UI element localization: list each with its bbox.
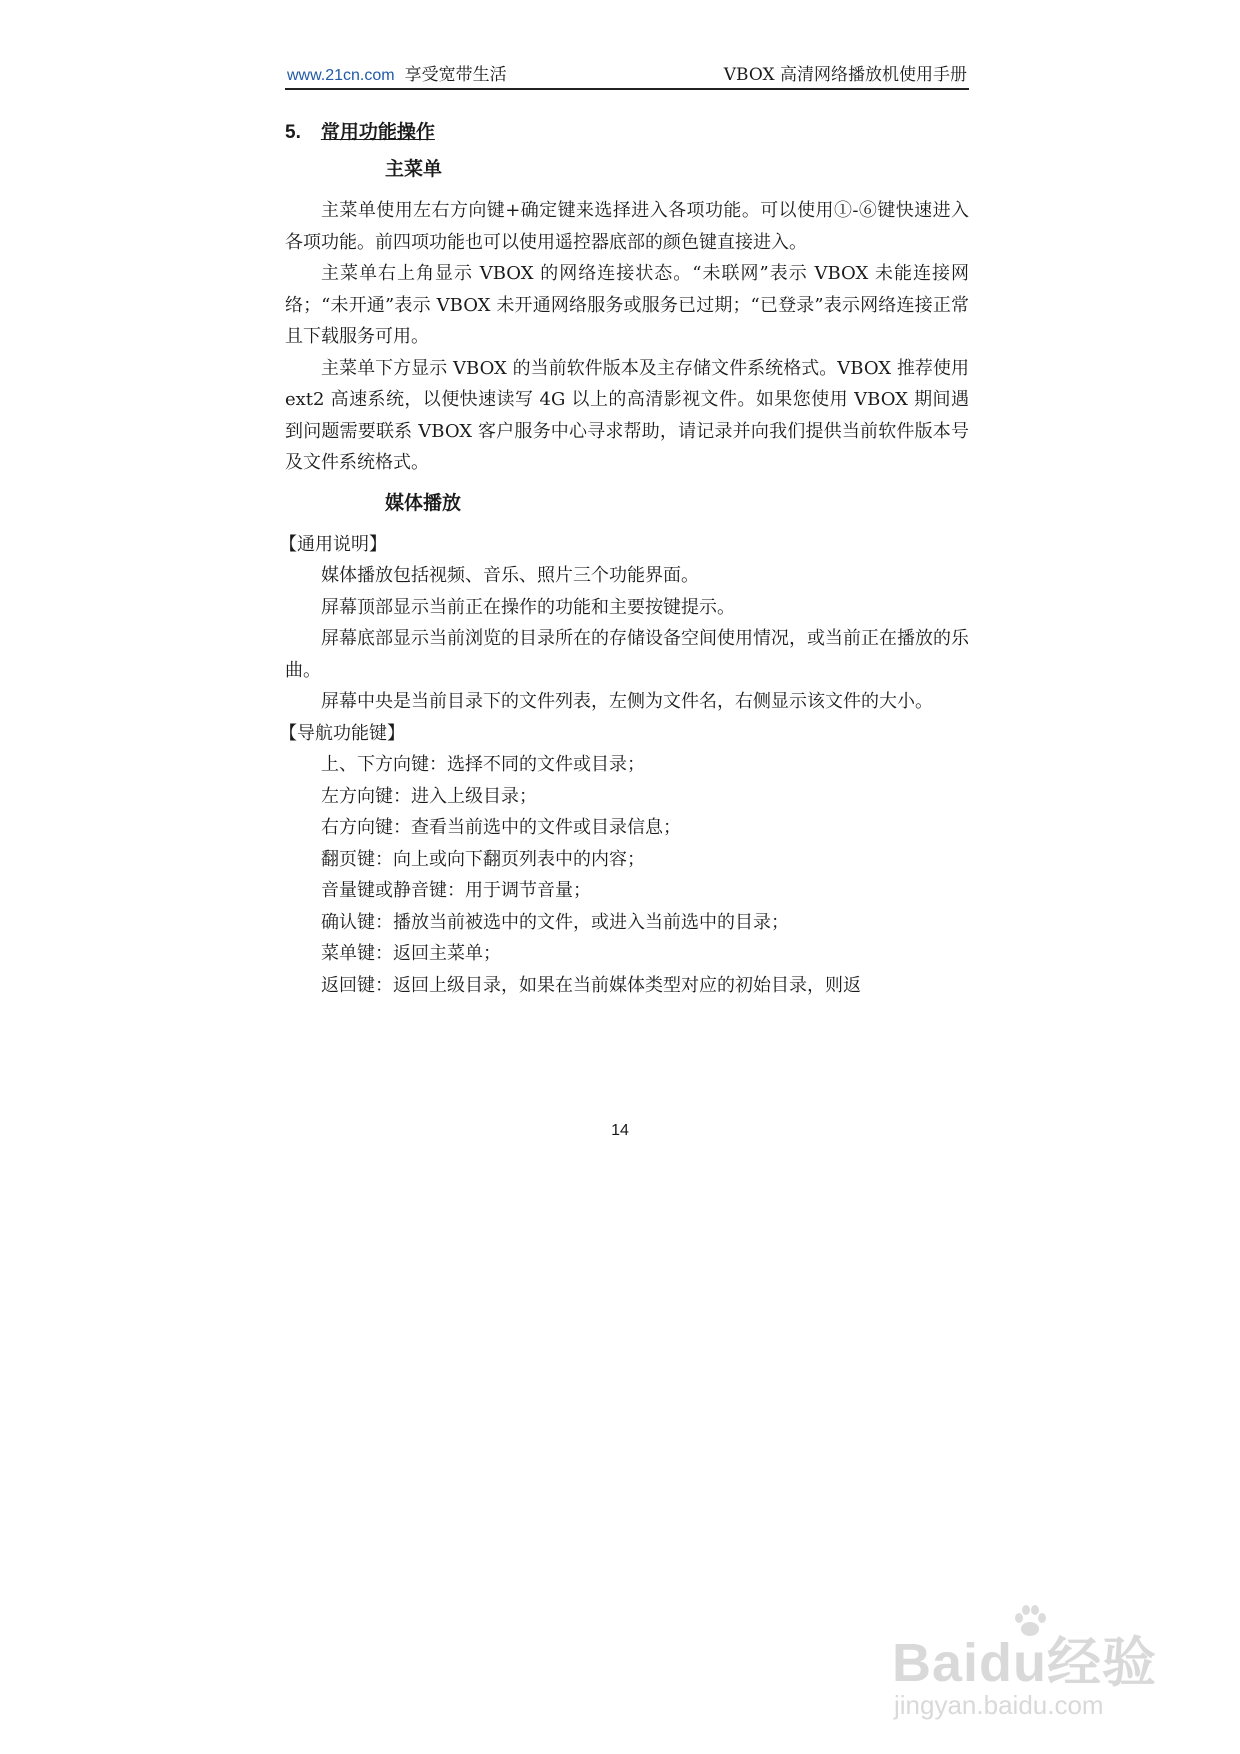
main-menu-heading: 主菜单 <box>385 158 443 180</box>
watermark-logo: Baidu经验 <box>892 1633 1158 1693</box>
nav-item: 右方向键：查看当前选中的文件或目录信息； <box>321 817 681 838</box>
site-link[interactable]: www.21cn.com <box>287 67 395 84</box>
general-label: 【通用说明】 <box>279 533 387 555</box>
nav-item: 音量键或静音键：用于调节音量； <box>321 880 591 901</box>
page-content <box>279 118 969 1001</box>
header-left <box>287 60 507 85</box>
main-menu-paragraph: 主菜单使用左右方向键+确定键来选择进入各项功能。可以使用①-⑥键快速进入各项功能。前四项功能也可以使用遥控器底部的颜色键直接进入。 <box>285 200 969 253</box>
page-header <box>285 58 969 90</box>
nav-item: 上、下方向键：选择不同的文件或目录； <box>321 754 645 775</box>
baidu-watermark <box>880 1620 1180 1730</box>
general-paragraph: 屏幕中央是当前目录下的文件列表，左侧为文件名，右侧显示该文件的大小。 <box>321 691 933 712</box>
general-paragraph: 媒体播放包括视频、音乐、照片三个功能界面。 <box>321 565 699 586</box>
general-paragraph: 屏幕底部显示当前浏览的目录所在的存储设备空间使用情况，或当前正在播放的乐曲。 <box>285 628 969 681</box>
main-menu-paragraph: 主菜单右上角显示 VBOX 的网络连接状态。“未联网”表示 VBOX 未能连接网络；“未开通”表示 VBOX 未开通网络服务或服务已过期；“已登录”表示网络连接正常且下载服务可用。 <box>285 263 969 347</box>
section-heading <box>285 118 969 147</box>
section-title: 常用功能操作 <box>320 121 435 143</box>
section-number: 5. <box>285 122 301 143</box>
header-slogan: 享受宽带生活 <box>404 65 507 85</box>
page-number: 14 <box>611 1122 629 1139</box>
media-heading: 媒体播放 <box>385 491 462 514</box>
watermark-url: jingyan.baidu.com <box>894 1690 1104 1720</box>
main-menu-paragraph: 主菜单下方显示 VBOX 的当前软件版本及主存储文件系统格式。VBOX 推荐使用 ext2 高速系统，以便快速读写 4G 以上的高清影视文件。如果您使用 VBOX 期间遇到问题需要联系 VBOX 客户服务中心寻求帮助，请记录并向我们提供当前软件版本号及文件系统格式。 <box>285 357 969 473</box>
manual-title: VBOX 高清网络播放机使用手册 <box>723 65 967 85</box>
nav-label: 【导航功能键】 <box>279 722 405 744</box>
nav-item: 菜单键：返回主菜单； <box>321 943 501 964</box>
nav-item: 确认键：播放当前被选中的文件，或进入当前选中的目录； <box>321 911 789 933</box>
general-paragraph: 屏幕顶部显示当前正在操作的功能和主要按键提示。 <box>321 596 735 618</box>
nav-item: 翻页键：向上或向下翻页列表中的内容； <box>321 848 645 870</box>
nav-item: 返回键：返回上级目录，如果在当前媒体类型对应的初始目录，则返 <box>321 974 861 996</box>
nav-item: 左方向键：进入上级目录； <box>321 785 537 807</box>
